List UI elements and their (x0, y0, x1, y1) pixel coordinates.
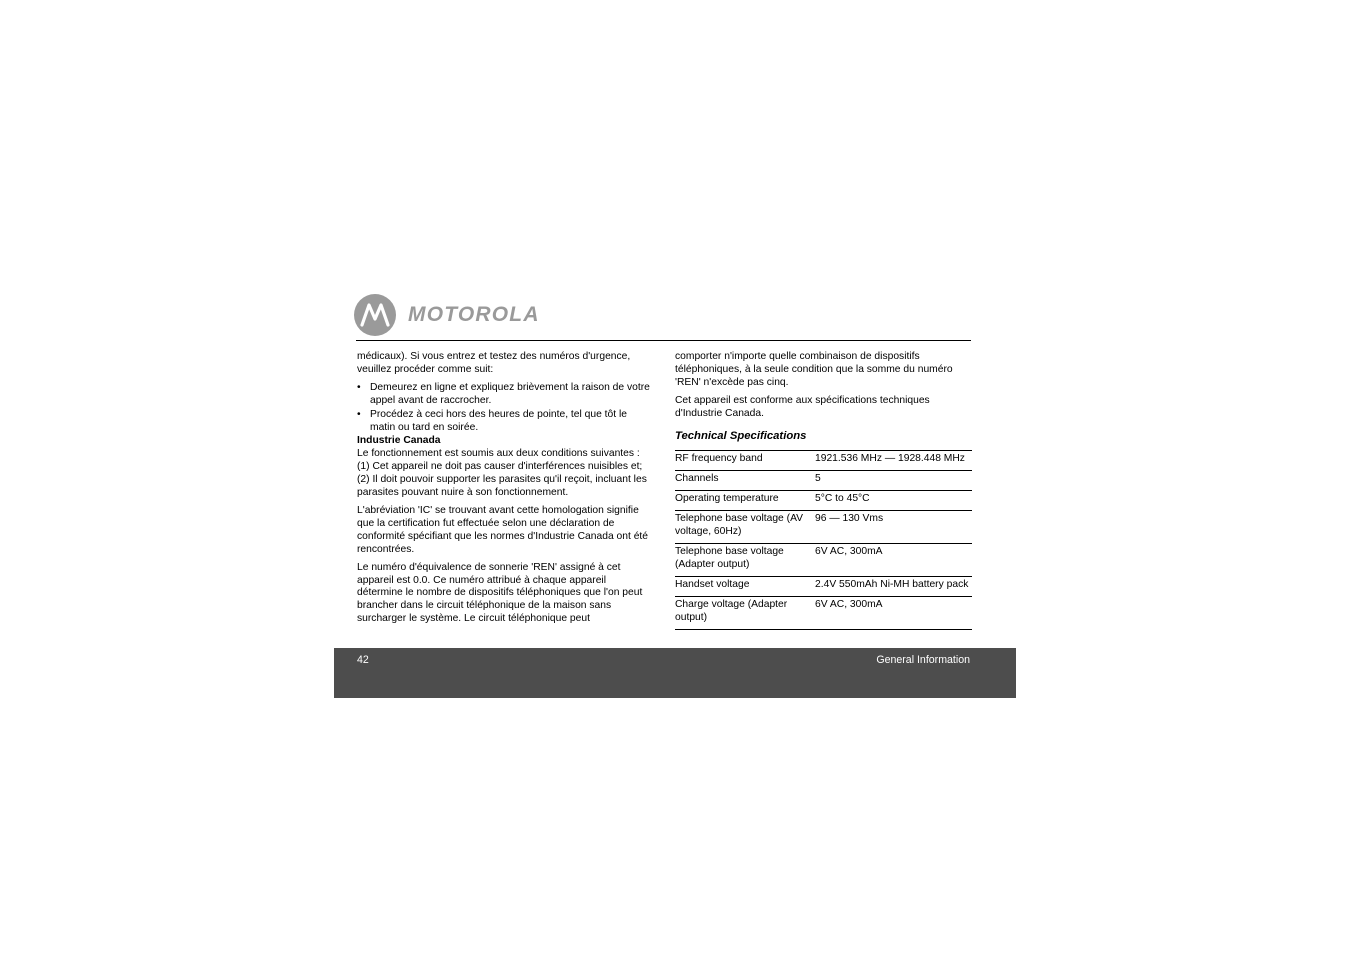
spec-value: 5 (815, 471, 972, 491)
page-footer (334, 648, 1016, 698)
list-item: • Demeurez en ligne et expliquez brièvement la raison de votre appel avant de raccrocher. (357, 382, 653, 408)
intro-paragraph: médicaux). Si vous entrez et testez des numéros d'urgence, veuillez procéder comme suit: (357, 351, 631, 375)
table-row (675, 543, 972, 576)
page-number: 42 (357, 654, 369, 666)
spec-value: 1921.536 MHz — 1928.448 MHz (815, 451, 972, 471)
table-row (675, 491, 972, 511)
left-column (357, 351, 653, 631)
motorola-logo-icon (354, 294, 396, 336)
specs-table (675, 450, 972, 629)
spec-label: Handset voltage (675, 576, 815, 596)
bullet-list (357, 382, 653, 435)
section-name: General Information (876, 654, 970, 666)
table-row (675, 451, 972, 471)
paragraph: Cet appareil est conforme aux spécifications techniques d'Industrie Canada. (675, 394, 930, 419)
table-row (675, 596, 972, 629)
table-row (675, 511, 972, 544)
spec-value: 2.4V 550mAh Ni-MH battery pack (815, 576, 972, 596)
paragraph: comporter n'importe quelle combinaison de dispositifs téléphoniques, à la seule condition que la somme du numéro 'REN' n'excède pas cinq. (675, 351, 953, 388)
spec-value: 96 — 130 Vms (815, 511, 972, 544)
spec-label: RF frequency band (675, 451, 815, 471)
spec-label: Channels (675, 471, 815, 491)
spec-label: Charge voltage (Adapter output) (675, 596, 815, 629)
spec-value: 6V AC, 300mA (815, 596, 972, 629)
spec-value: 5°C to 45°C (815, 491, 972, 511)
paragraph: Le numéro d'équivalence de sonnerie 'REN' assigné à cet appareil est 0.0. Ce numéro attribué à chaque appareil détermine le nombre de dispositifs téléphoniques que l'on peut brancher dans le circuit téléphonique de la maison sans surcharger le système. Le circuit téléphonique peut (357, 561, 643, 625)
spec-value: 6V AC, 300mA (815, 543, 972, 576)
header-rule (356, 340, 971, 341)
specs-title: Technical Specifications (675, 429, 807, 442)
paragraph: Le fonctionnement est soumis aux deux conditions suivantes : (1) Cet appareil ne doit pas causer d'interférences nuisibles et; (2) Il doit pouvoir supporter les parasites qu'il reçoit, incluant les parasites pouvant nuire à son fonctionnement. (357, 448, 647, 499)
paragraph: L'abréviation 'IC' se trouvant avant cette homologation signifie que la certification fut effectuée selon une déclaration de conformité spécifiant que les normes d'Industrie Canada ont été rencontrées. (357, 504, 649, 555)
spec-label: Telephone base voltage (Adapter output) (675, 543, 815, 576)
brand-logo (354, 294, 540, 336)
table-row (675, 471, 972, 491)
list-item: • Procédez à ceci hors des heures de pointe, tel que tôt le matin ou tard en soirée. (357, 409, 653, 435)
right-column (675, 351, 972, 630)
brand-wordmark: MOTOROLA (408, 303, 540, 326)
table-row (675, 576, 972, 596)
spec-label: Telephone base voltage (AV voltage, 60Hz) (675, 511, 815, 544)
spec-label: Operating temperature (675, 491, 815, 511)
section-heading: Industrie Canada (357, 435, 441, 447)
